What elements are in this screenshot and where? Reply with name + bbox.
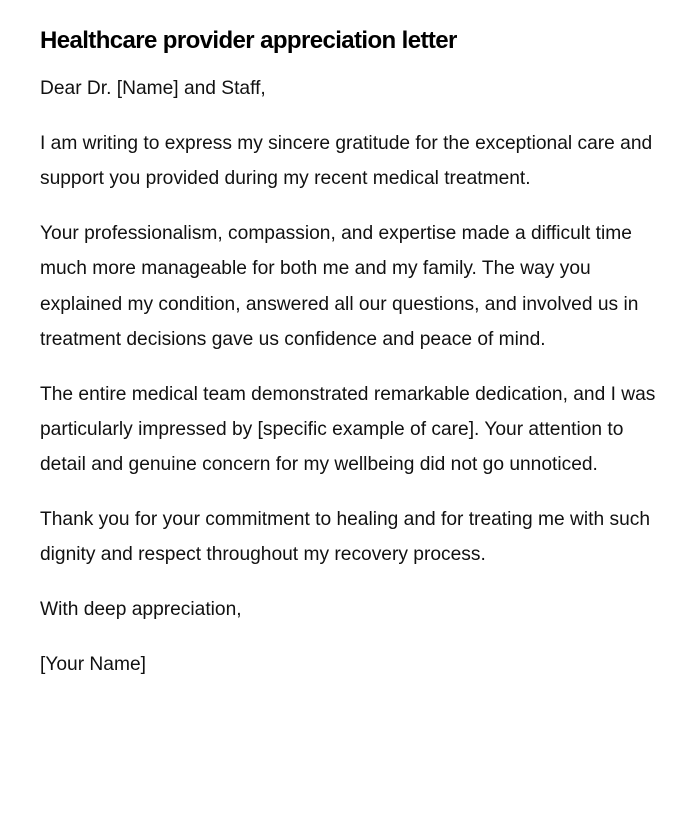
- letter-paragraph-team: The entire medical team demonstrated remarkable dedication, and I was particularly impressed by [specific example of care]. Your attention to detail and genuine concern for my wellbeing did not go unnoticed.: [40, 383, 656, 476]
- page-title: Healthcare provider appreciation letter: [40, 27, 457, 54]
- letter-paragraph-thanks: Thank you for your commitment to healing and for treating me with such dignity and respect throughout my recovery process.: [40, 509, 651, 566]
- letter-paragraph-gratitude: I am writing to express my sincere gratitude for the exceptional care and support you provided during my recent medical treatment.: [40, 133, 653, 190]
- letter-paragraph-professionalism: Your professionalism, compassion, and expertise made a difficult time much more manageable for both me and my family. The way you explained my condition, answered all our questions, and involved us in treatment decisions gave us confidence and peace of mind.: [40, 223, 639, 350]
- letter-greeting: Dear Dr. [Name] and Staff,: [40, 78, 266, 99]
- letter-signature: [Your Name]: [40, 654, 146, 676]
- letter-closing: With deep appreciation,: [40, 599, 242, 621]
